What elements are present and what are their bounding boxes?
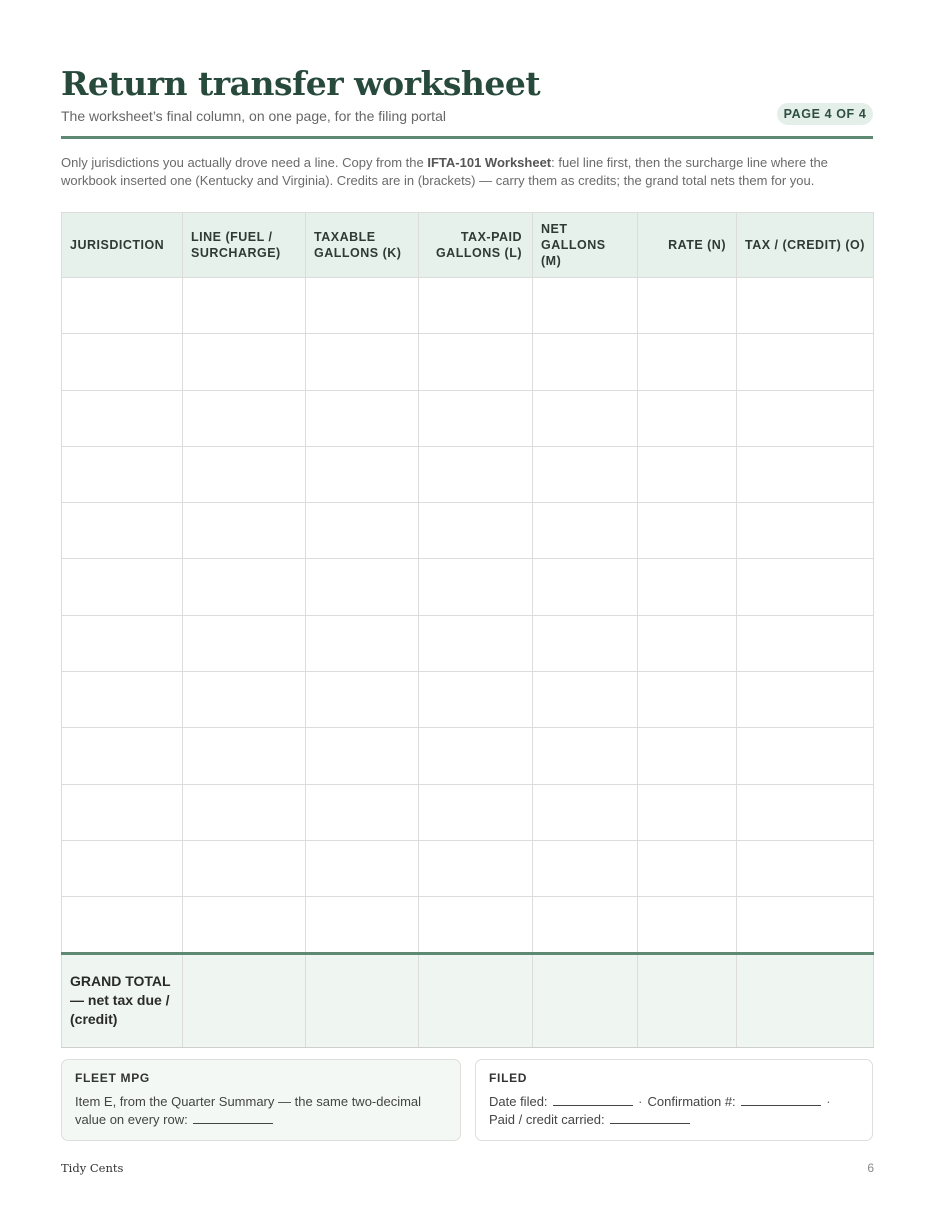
table-cell[interactable] xyxy=(638,728,737,784)
table-cell[interactable] xyxy=(62,278,183,334)
table-row xyxy=(62,503,874,559)
table-cell[interactable] xyxy=(533,390,638,446)
table-row xyxy=(62,446,874,502)
table-cell[interactable] xyxy=(533,334,638,390)
header-divider xyxy=(61,136,873,139)
table-cell[interactable] xyxy=(419,559,533,615)
instructions-paragraph: Only jurisdictions you actually drove need a line. Copy from the IFTA-101 Worksheet: fuel line first, then the surcharge line where the workbook inserted one (Kentucky and Virginia). Credits are in (brackets) — carry them as credits; the grand total nets them for you. xyxy=(61,155,828,188)
table-cell[interactable] xyxy=(737,446,874,502)
grand-total-cell[interactable] xyxy=(419,953,533,1047)
table-cell[interactable] xyxy=(183,503,306,559)
table-cell[interactable] xyxy=(62,559,183,615)
fleet-mpg-title: FLEET MPG xyxy=(75,1071,150,1085)
table-cell[interactable] xyxy=(183,672,306,728)
table-cell[interactable] xyxy=(306,784,419,840)
table-row xyxy=(62,390,874,446)
table-cell[interactable] xyxy=(737,278,874,334)
table-cell[interactable] xyxy=(737,897,874,953)
table-cell[interactable] xyxy=(533,559,638,615)
grand-total-cell[interactable] xyxy=(533,953,638,1047)
table-cell[interactable] xyxy=(306,334,419,390)
fleet-mpg-text: Item E, from the Quarter Summary — the same two-decimal value on every row: xyxy=(75,1094,422,1127)
table-cell[interactable] xyxy=(638,672,737,728)
table-cell[interactable] xyxy=(62,672,183,728)
col-taxable-gallons: TAXABLE GALLONS (K) xyxy=(306,213,419,278)
col-jurisdiction: JURISDICTION xyxy=(62,213,183,278)
table-cell[interactable] xyxy=(737,784,874,840)
table-cell[interactable] xyxy=(183,784,306,840)
worksheet-reference: IFTA-101 Worksheet xyxy=(427,155,552,170)
table-cell[interactable] xyxy=(419,390,533,446)
table-cell[interactable] xyxy=(533,784,638,840)
table-cell[interactable] xyxy=(638,334,737,390)
table-cell[interactable] xyxy=(419,672,533,728)
table-cell[interactable] xyxy=(183,728,306,784)
table-cell[interactable] xyxy=(533,278,638,334)
grand-total-cell[interactable] xyxy=(638,953,737,1047)
col-rate: RATE (N) xyxy=(638,213,737,278)
table-cell[interactable] xyxy=(533,446,638,502)
table-cell[interactable] xyxy=(183,390,306,446)
table-cell[interactable] xyxy=(737,728,874,784)
table-row xyxy=(62,615,874,671)
table-cell[interactable] xyxy=(638,278,737,334)
table-cell[interactable] xyxy=(419,334,533,390)
table-cell[interactable] xyxy=(62,390,183,446)
table-cell[interactable] xyxy=(419,897,533,953)
table-cell[interactable] xyxy=(306,615,419,671)
table-cell[interactable] xyxy=(183,278,306,334)
table-cell[interactable] xyxy=(638,390,737,446)
table-cell[interactable] xyxy=(62,728,183,784)
footer-brand: Tidy Cents xyxy=(61,1161,124,1175)
table-cell[interactable] xyxy=(419,728,533,784)
table-cell[interactable] xyxy=(306,446,419,502)
page-badge: PAGE 4 OF 4 xyxy=(777,103,873,125)
table-cell[interactable] xyxy=(419,840,533,896)
filed-title: FILED xyxy=(489,1071,528,1085)
table-row xyxy=(62,840,874,896)
table-row xyxy=(62,897,874,953)
table-cell[interactable] xyxy=(306,728,419,784)
table-cell[interactable] xyxy=(306,897,419,953)
table-cell[interactable] xyxy=(638,840,737,896)
col-net-gallons: NET GALLONS (M) xyxy=(533,213,638,278)
table-row xyxy=(62,334,874,390)
table-cell[interactable] xyxy=(737,334,874,390)
table-cell[interactable] xyxy=(638,503,737,559)
paid-credit-label: Paid / credit carried: xyxy=(489,1112,605,1127)
table-cell[interactable] xyxy=(638,559,737,615)
grand-total-cell[interactable] xyxy=(183,953,306,1047)
col-tax-credit: TAX / (CREDIT) (O) xyxy=(737,213,874,278)
table-cell[interactable] xyxy=(533,840,638,896)
table-row xyxy=(62,784,874,840)
table-cell[interactable] xyxy=(737,503,874,559)
footer-page-number: 6 xyxy=(867,1161,874,1175)
filed-box xyxy=(475,1059,873,1141)
col-line: LINE (FUEL / SURCHARGE) xyxy=(183,213,306,278)
grand-total-cell[interactable] xyxy=(306,953,419,1047)
table-cell[interactable] xyxy=(533,897,638,953)
table-cell[interactable] xyxy=(737,390,874,446)
table-cell[interactable] xyxy=(638,446,737,502)
table-cell[interactable] xyxy=(62,615,183,671)
grand-total-label: GRAND TOTAL — net tax due / (credit) xyxy=(62,953,183,1047)
paid-credit-blank[interactable] xyxy=(610,1111,690,1124)
table-cell[interactable] xyxy=(306,278,419,334)
table-cell[interactable] xyxy=(183,615,306,671)
transfer-table xyxy=(61,212,874,1048)
table-cell[interactable] xyxy=(638,784,737,840)
page-title: Return transfer worksheet xyxy=(61,64,541,103)
table-cell[interactable] xyxy=(183,897,306,953)
table-cell[interactable] xyxy=(419,278,533,334)
filed-text xyxy=(489,1093,859,1129)
separator-dot: · xyxy=(826,1094,831,1109)
confirmation-blank[interactable] xyxy=(741,1093,821,1106)
table-cell[interactable] xyxy=(533,672,638,728)
table-cell[interactable] xyxy=(62,446,183,502)
table-row xyxy=(62,559,874,615)
table-cell[interactable] xyxy=(62,784,183,840)
page-subtitle: The worksheet’s final column, on one page, for the filing portal xyxy=(61,108,446,124)
table-header-row xyxy=(62,213,874,278)
table-cell[interactable] xyxy=(183,559,306,615)
table-body xyxy=(62,278,874,954)
table-cell[interactable] xyxy=(533,503,638,559)
table-row xyxy=(62,672,874,728)
fleet-mpg-blank[interactable] xyxy=(193,1111,273,1124)
table-cell[interactable] xyxy=(638,897,737,953)
table-row xyxy=(62,278,874,334)
date-filed-label: Date filed: xyxy=(489,1094,548,1109)
date-filed-blank[interactable] xyxy=(553,1093,633,1106)
table-row xyxy=(62,728,874,784)
col-tax-paid-gallons: TAX-PAID GALLONS (L) xyxy=(419,213,533,278)
table-cell[interactable] xyxy=(638,615,737,671)
table-cell[interactable] xyxy=(183,840,306,896)
table-cell[interactable] xyxy=(737,615,874,671)
table-cell[interactable] xyxy=(183,446,306,502)
table-cell[interactable] xyxy=(533,728,638,784)
table-cell[interactable] xyxy=(62,334,183,390)
table-cell[interactable] xyxy=(62,840,183,896)
table-cell[interactable] xyxy=(306,840,419,896)
fleet-mpg-box xyxy=(61,1059,461,1141)
table-cell[interactable] xyxy=(737,672,874,728)
table-cell[interactable] xyxy=(419,446,533,502)
table-cell[interactable] xyxy=(737,559,874,615)
table-cell[interactable] xyxy=(306,672,419,728)
table-cell[interactable] xyxy=(419,615,533,671)
table-cell[interactable] xyxy=(306,390,419,446)
table-cell[interactable] xyxy=(533,615,638,671)
table-cell[interactable] xyxy=(737,840,874,896)
grand-total-row xyxy=(62,953,874,1047)
table-cell[interactable] xyxy=(419,503,533,559)
table-cell[interactable] xyxy=(62,503,183,559)
separator-dot: · xyxy=(638,1094,643,1109)
table-cell[interactable] xyxy=(183,334,306,390)
confirmation-label: Confirmation #: xyxy=(647,1094,736,1109)
table-cell[interactable] xyxy=(306,503,419,559)
table-cell[interactable] xyxy=(419,784,533,840)
grand-total-value-cell[interactable] xyxy=(737,953,874,1047)
table-cell[interactable] xyxy=(62,897,183,953)
table-cell[interactable] xyxy=(306,559,419,615)
